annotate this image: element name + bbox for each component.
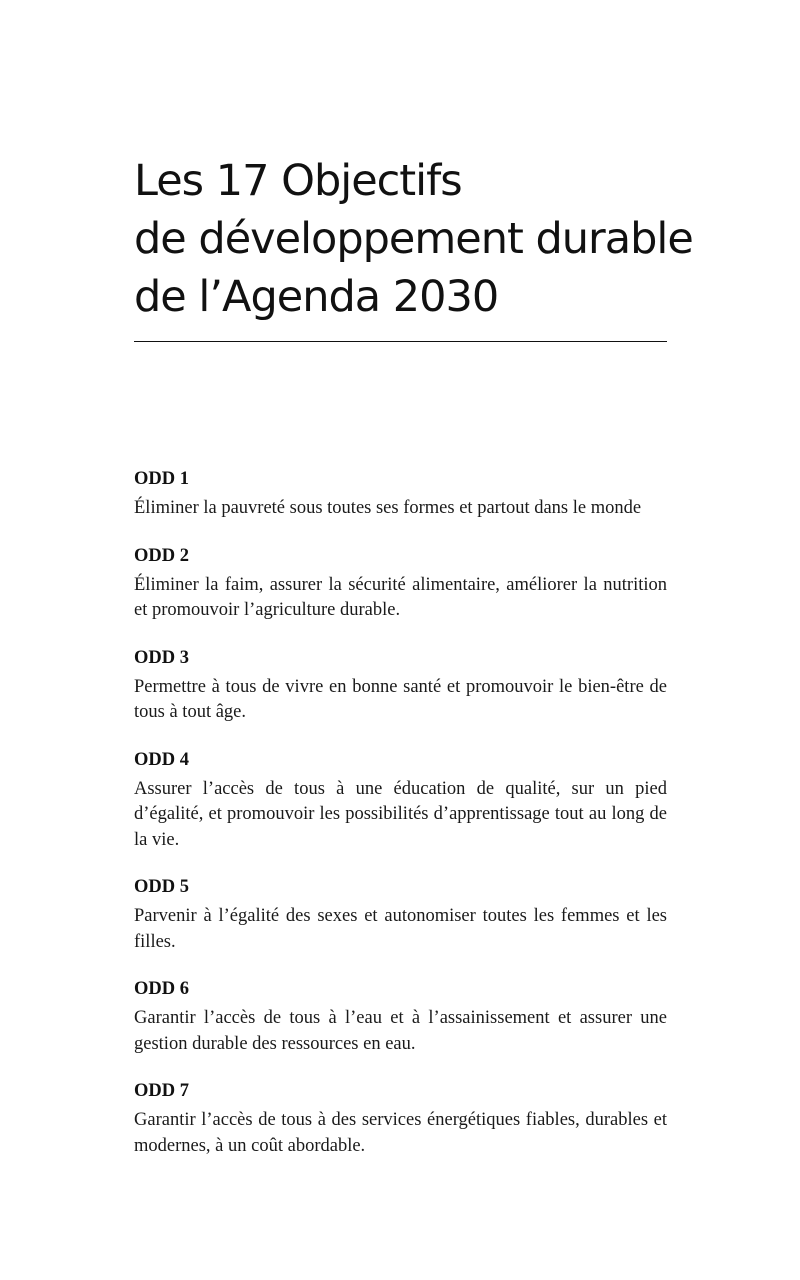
goal-description: Éliminer la pauvreté sous toutes ses formes et partout dans le monde: [134, 498, 642, 518]
goal-item-odd-7: [134, 1079, 667, 1159]
goal-description: Assurer l’accès de tous à une éducation de qualité, sur un pied d’égalité, et promouvoir les possibilités d’apprentissage tout au long de la vie.: [134, 778, 667, 850]
goal-label: ODD 6: [134, 979, 189, 999]
goal-label: ODD 3: [134, 647, 189, 668]
goal-description: Garantir l’accès de tous à des services énergétiques fiables, durables et modernes, à un coût abordable.: [134, 1110, 667, 1156]
goal-item-odd-3: [134, 646, 667, 726]
goal-description: Éliminer la faim, assurer la sécurité alimentaire, améliorer la nutrition et promouvoir l’agriculture durable.: [134, 574, 667, 620]
goal-item-odd-1: [134, 467, 667, 522]
goal-list: [134, 467, 667, 1181]
goal-label: ODD 2: [134, 545, 189, 566]
goal-item-odd-4: [134, 748, 667, 854]
title-line-3: de l’Agenda 2030: [134, 272, 499, 322]
title-line-2: de développement durable: [134, 214, 693, 264]
goal-label: ODD 1: [134, 469, 189, 489]
title-line-1: Les 17 Objectifs: [134, 156, 462, 206]
page-title: [134, 152, 693, 326]
goal-description: Parvenir à l’égalité des sexes et autonomiser toutes les femmes et les filles.: [134, 906, 667, 952]
goal-item-odd-5: [134, 875, 667, 955]
goal-description: Permettre à tous de vivre en bonne santé et promouvoir le bien-être de tous à tout âge.: [134, 676, 667, 722]
goal-label: ODD 5: [134, 877, 189, 897]
goal-item-odd-6: [134, 977, 667, 1057]
goal-label: ODD 4: [134, 749, 189, 770]
goal-label: ODD 7: [134, 1081, 189, 1101]
goal-item-odd-2: [134, 544, 667, 624]
goal-description: Garantir l’accès de tous à l’eau et à l’assainissement et assurer une gestion durable des ressources en eau.: [134, 1008, 667, 1054]
title-divider: [134, 341, 667, 342]
